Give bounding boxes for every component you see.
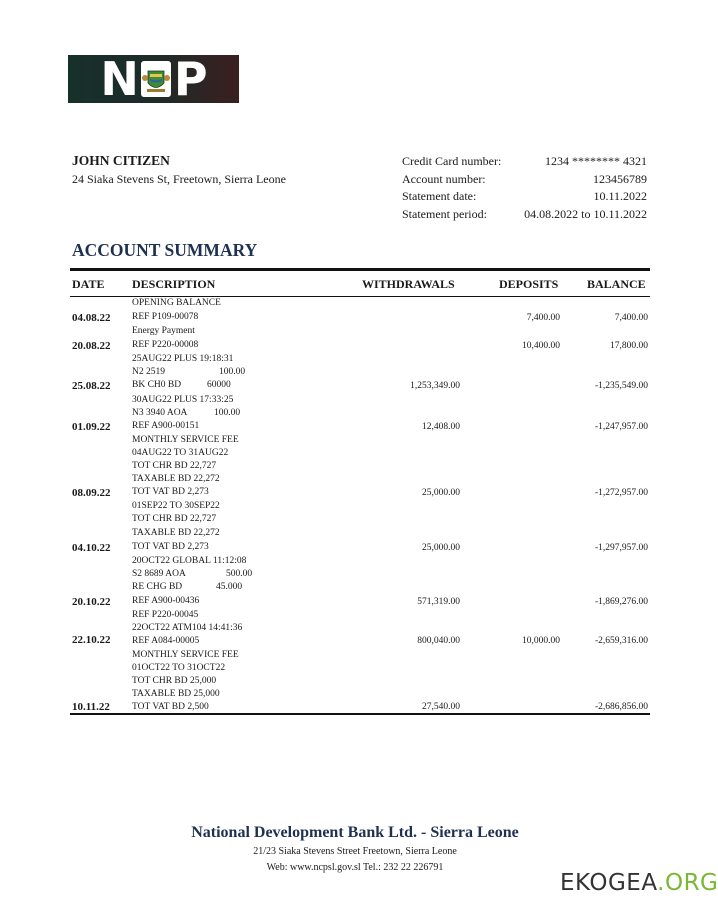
description-line: REF P220-00045: [132, 610, 199, 620]
bank-logo: [68, 52, 239, 106]
info-label: Statement date:: [402, 189, 477, 203]
info-value: 123456789: [593, 171, 647, 186]
transaction-date: 22.10.22: [72, 634, 111, 646]
description-line: MONTHLY SERVICE FEE: [132, 435, 239, 445]
column-header-balance: BALANCE: [587, 277, 646, 291]
info-label: Account number:: [402, 171, 486, 186]
description-line: REF A084-00005: [132, 636, 200, 646]
description-line: RE CHG BD: [132, 582, 183, 592]
info-row: [402, 206, 647, 224]
customer-name: JOHN CITIZEN: [72, 153, 170, 168]
deposit-amount: 10,400.00: [522, 341, 560, 351]
watermark-part2: .ORG: [657, 870, 718, 896]
description-amount: 100.00: [219, 367, 246, 377]
transaction-date: 04.08.22: [72, 312, 111, 324]
description-line: Energy Payment: [132, 326, 195, 336]
description-amount: 100.00: [214, 408, 241, 418]
info-value: 10.11.2022: [593, 189, 647, 203]
withdrawal-amount: 27,540.00: [422, 702, 460, 712]
description-line: TOT CHR BD 22,727: [132, 514, 217, 524]
description-line: REF P220-00008: [132, 340, 199, 350]
description-line: TOT VAT BD 2,273: [132, 542, 209, 552]
transaction-date: 25.08.22: [72, 380, 111, 392]
description-line: REF P109-00078: [132, 312, 199, 322]
transaction-date: 08.09.22: [72, 487, 111, 499]
info-label: Credit Card number:: [402, 154, 502, 168]
bank-contact: Web: www.ncpsl.gov.sl Tel.: 232 22 226791: [266, 862, 444, 873]
withdrawal-amount: 25,000.00: [422, 488, 460, 498]
coat-of-arms-icon: [141, 61, 171, 97]
description-line: TAXABLE BD 22,272: [132, 528, 220, 538]
description-line: 04AUG22 TO 31AUG22: [132, 448, 229, 458]
watermark: [560, 870, 718, 896]
withdrawal-amount: 571,319.00: [417, 597, 460, 607]
description-line: REF A900-00151: [132, 421, 200, 431]
table-top-rule: [70, 268, 650, 271]
description-line: 01SEP22 TO 30SEP22: [132, 501, 220, 511]
description-line: TAXABLE BD 25,000: [132, 689, 220, 699]
balance-amount: -2,659,316.00: [594, 636, 648, 646]
description-line: TAXABLE BD 22,272: [132, 474, 220, 484]
description-amount: 45.000: [216, 582, 243, 592]
balance-amount: -1,235,549.00: [594, 381, 648, 391]
balance-amount: -2,686,856.00: [594, 702, 648, 712]
description-line: OPENING BALANCE: [132, 298, 221, 308]
info-label: Statement period:: [402, 206, 487, 221]
description-line: 30AUG22 PLUS 17:33:25: [132, 395, 234, 405]
description-amount: 500.00: [226, 569, 253, 579]
watermark-part1: EKOGEA: [560, 870, 658, 896]
column-header-deposits: DEPOSITS: [499, 277, 559, 291]
table-bottom-rule: [70, 713, 650, 715]
bank-name: National Development Bank Ltd. - Sierra Leone: [191, 824, 519, 841]
description-line: BK CH0 BD: [132, 380, 182, 390]
column-header-date: DATE: [72, 277, 105, 291]
balance-amount: -1,247,957.00: [594, 422, 648, 432]
description-amount: 60000: [207, 380, 231, 390]
description-line: N3 3940 AOA: [132, 408, 188, 418]
withdrawal-amount: 12,408.00: [422, 422, 460, 432]
description-line: 25AUG22 PLUS 19:18:31: [132, 354, 234, 364]
description-line: MONTHLY SERVICE FEE: [132, 650, 239, 660]
withdrawal-amount: 800,040.00: [417, 636, 460, 646]
deposit-amount: 10,000.00: [522, 636, 560, 646]
description-line: REF A900-00436: [132, 596, 200, 606]
transaction-date: 20.10.22: [72, 596, 111, 608]
description-line: 01OCT22 TO 31OCT22: [132, 663, 226, 673]
info-row: [402, 153, 647, 171]
transaction-date: 04.10.22: [72, 542, 111, 554]
balance-amount: 7,400.00: [614, 313, 648, 323]
withdrawal-amount: 25,000.00: [422, 543, 460, 553]
description-line: TOT CHR BD 25,000: [132, 676, 217, 686]
logo-letter-right: P: [173, 52, 207, 106]
info-row: [402, 188, 647, 206]
transaction-date: 20.08.22: [72, 340, 111, 352]
balance-amount: 17,800.00: [610, 341, 648, 351]
table-header-rule: [70, 296, 650, 297]
customer-address: 24 Siaka Stevens St, Freetown, Sierra Leone: [72, 172, 286, 186]
logo-letter-left: N: [100, 52, 138, 106]
transaction-date: 01.09.22: [72, 421, 111, 433]
transaction-date: 10.11.22: [72, 701, 110, 713]
statement-info: [402, 153, 647, 223]
description-line: TOT VAT BD 2,500: [132, 702, 209, 712]
info-value: 1234 ******** 4321: [545, 154, 647, 168]
info-row: [402, 171, 647, 189]
column-header-withdrawals: WITHDRAWALS: [362, 277, 455, 291]
description-line: 22OCT22 ATM104 14:41:36: [132, 623, 243, 633]
bank-address: 21/23 Siaka Stevens Street Freetown, Sierra Leone: [253, 846, 457, 857]
description-line: TOT VAT BD 2,273: [132, 487, 209, 497]
withdrawal-amount: 1,253,349.00: [410, 381, 460, 391]
balance-amount: -1,869,276.00: [594, 597, 648, 607]
balance-amount: -1,272,957.00: [594, 488, 648, 498]
deposit-amount: 7,400.00: [526, 313, 560, 323]
description-line: TOT CHR BD 22,727: [132, 461, 217, 471]
description-line: S2 8689 AOA: [132, 569, 186, 579]
description-line: N2 2519: [132, 367, 165, 377]
description-line: 20OCT22 GLOBAL 11:12:08: [132, 556, 247, 566]
balance-amount: -1,297,957.00: [594, 543, 648, 553]
column-header-description: DESCRIPTION: [132, 277, 216, 291]
summary-title: ACCOUNT SUMMARY: [72, 240, 258, 260]
info-value: 04.08.2022 to 10.11.2022: [524, 206, 647, 221]
